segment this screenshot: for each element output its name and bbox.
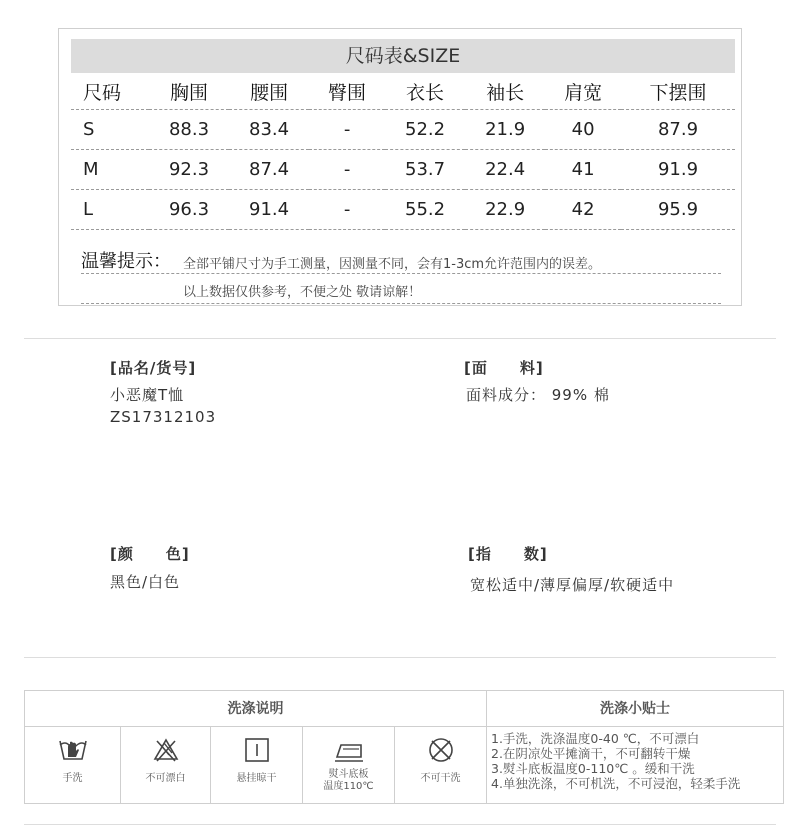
size-chart-title: 尺码表&SIZE bbox=[71, 39, 735, 73]
table-cell: 52.2 bbox=[385, 110, 465, 150]
care-label: 熨斗底板 温度110℃ bbox=[323, 769, 374, 792]
size-table bbox=[71, 73, 735, 230]
table-row bbox=[71, 190, 735, 230]
color-value: 黑色/白色 bbox=[110, 573, 181, 591]
divider bbox=[24, 338, 776, 339]
table-cell: 91.4 bbox=[229, 190, 309, 230]
care-item-no-dry-clean bbox=[395, 727, 487, 803]
care-title: 洗涤说明 bbox=[25, 691, 487, 727]
tip-text: 以上数据仅供参考，不便之处 敬请谅解！ bbox=[183, 285, 422, 300]
table-cell: - bbox=[309, 190, 385, 230]
header-waist: 腰围 bbox=[229, 73, 309, 110]
table-cell: 40 bbox=[545, 110, 621, 150]
care-label: 悬挂晾干 bbox=[236, 773, 277, 784]
tip-row bbox=[81, 279, 721, 304]
table-cell: - bbox=[309, 110, 385, 150]
table-cell: - bbox=[309, 150, 385, 190]
care-tip: 2.在阴凉处平摊滴干，不可翻转干燥 bbox=[491, 746, 691, 761]
table-cell: S bbox=[71, 110, 149, 150]
name-label: [品名/货号] bbox=[110, 359, 197, 377]
table-cell: 22.4 bbox=[465, 150, 545, 190]
divider bbox=[24, 824, 776, 825]
table-cell: 55.2 bbox=[385, 190, 465, 230]
care-item-hand-wash bbox=[25, 727, 121, 803]
hang-dry-icon bbox=[242, 735, 272, 765]
care-tips bbox=[491, 731, 781, 791]
size-table-header-row bbox=[71, 73, 735, 110]
divider bbox=[24, 657, 776, 658]
index-value: 宽松适中/薄厚偏厚/软硬适中 bbox=[470, 576, 675, 594]
table-cell: 53.7 bbox=[385, 150, 465, 190]
tip-text: 全部平铺尺寸为手工测量，因测量不同，会有1-3cm允许范围内的误差。 bbox=[183, 257, 602, 272]
table-row bbox=[71, 110, 735, 150]
fabric-label: [面 料] bbox=[464, 359, 544, 377]
header-shoulder: 肩宽 bbox=[545, 73, 621, 110]
table-cell: 83.4 bbox=[229, 110, 309, 150]
care-label: 不可干洗 bbox=[420, 773, 461, 784]
header-length: 衣长 bbox=[385, 73, 465, 110]
care-tips-title: 洗涤小贴士 bbox=[487, 691, 783, 727]
header-chest: 胸围 bbox=[149, 73, 229, 110]
table-cell: M bbox=[71, 150, 149, 190]
table-cell: 88.3 bbox=[149, 110, 229, 150]
table-cell: L bbox=[71, 190, 149, 230]
care-item-iron bbox=[303, 727, 395, 803]
care-tip: 1.手洗，洗涤温度0-40 ℃，不可漂白 bbox=[491, 731, 700, 746]
index-label: [指 数] bbox=[468, 545, 548, 563]
table-cell: 21.9 bbox=[465, 110, 545, 150]
tip-label: 温馨提示： bbox=[81, 251, 171, 272]
iron-icon bbox=[331, 735, 367, 765]
care-tip: 3.熨斗底板温度0-110℃ 。缓和干洗 bbox=[491, 761, 695, 776]
no-dry-clean-icon bbox=[426, 735, 456, 765]
table-cell: 92.3 bbox=[149, 150, 229, 190]
table-row bbox=[71, 150, 735, 190]
care-item-hang-dry bbox=[211, 727, 303, 803]
no-bleach-icon bbox=[151, 735, 181, 765]
care-item-no-bleach bbox=[121, 727, 211, 803]
name-value: 小恶魔T恤 bbox=[110, 386, 185, 404]
header-size: 尺码 bbox=[71, 73, 149, 110]
care-tip: 4.单独洗涤，不可机洗，不可浸泡，轻柔手洗 bbox=[491, 776, 741, 791]
care-label: 手洗 bbox=[62, 773, 83, 784]
table-cell: 87.9 bbox=[621, 110, 735, 150]
table-cell: 22.9 bbox=[465, 190, 545, 230]
header-hip: 臀围 bbox=[309, 73, 385, 110]
care-instructions bbox=[24, 690, 784, 804]
table-cell: 95.9 bbox=[621, 190, 735, 230]
table-cell: 87.4 bbox=[229, 150, 309, 190]
hand-wash-icon bbox=[56, 735, 90, 765]
header-hem: 下摆围 bbox=[621, 73, 735, 110]
table-cell: 96.3 bbox=[149, 190, 229, 230]
table-cell: 91.9 bbox=[621, 150, 735, 190]
table-cell: 41 bbox=[545, 150, 621, 190]
tip-row bbox=[81, 247, 721, 274]
size-chart bbox=[58, 28, 742, 306]
table-cell: 42 bbox=[545, 190, 621, 230]
fabric-value: 面料成分： 99% 棉 bbox=[466, 386, 610, 404]
code-value: ZS17312103 bbox=[110, 408, 217, 426]
color-label: [颜 色] bbox=[110, 545, 190, 563]
header-sleeve: 袖长 bbox=[465, 73, 545, 110]
care-label: 不可漂白 bbox=[145, 773, 186, 784]
